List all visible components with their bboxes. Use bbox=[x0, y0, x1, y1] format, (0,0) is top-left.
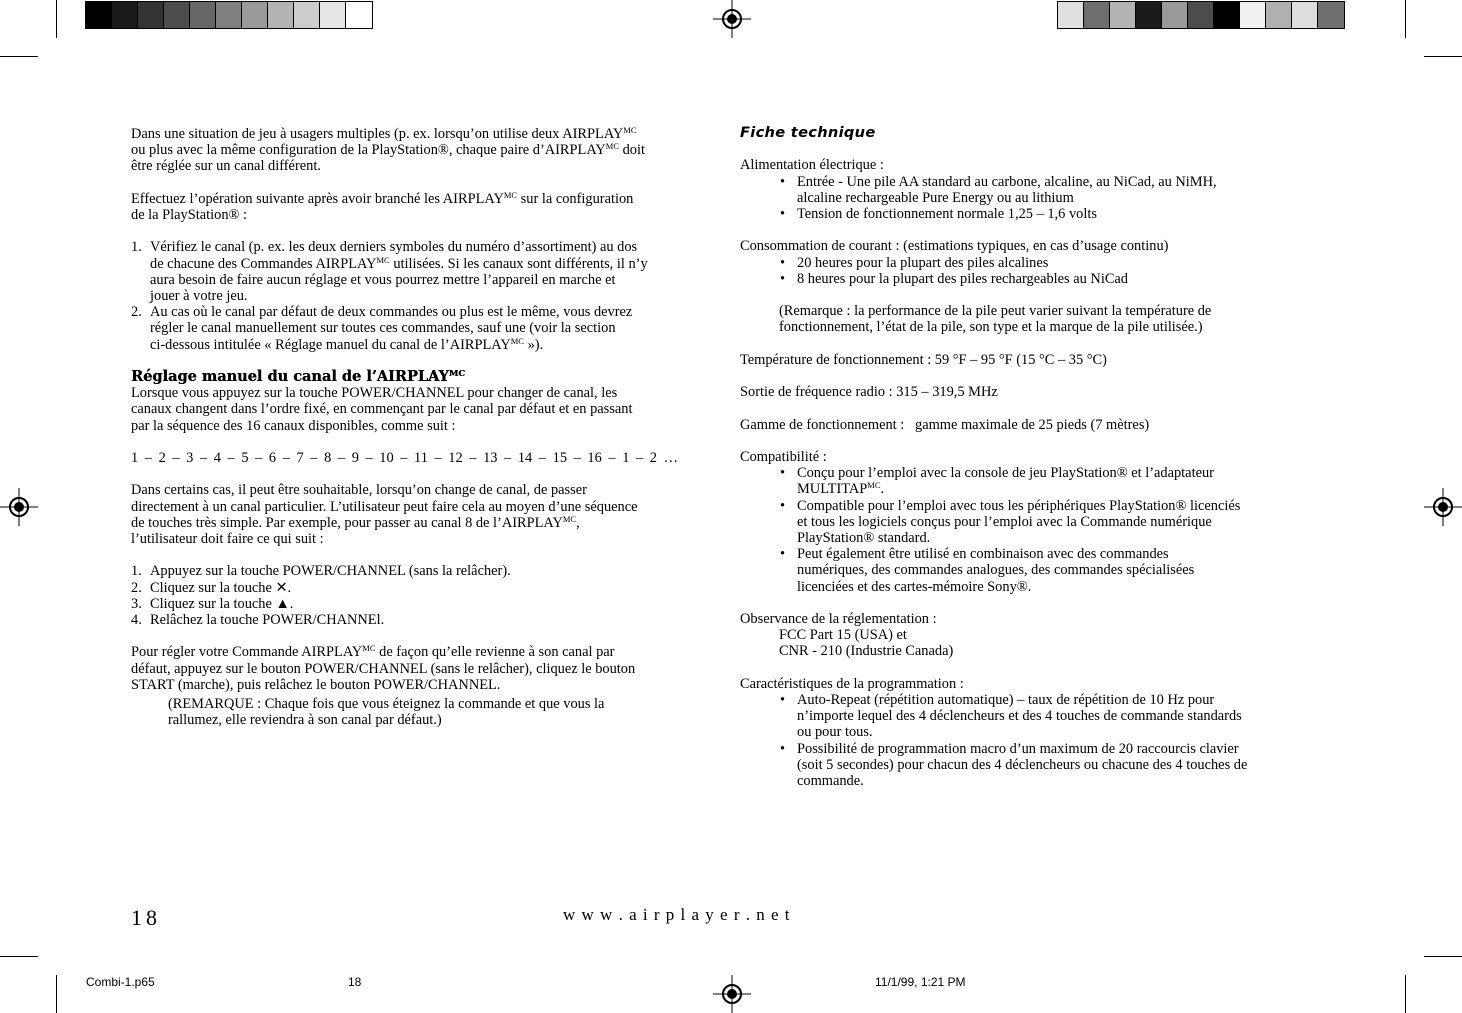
list-item: • 20 heures pour la plupart des piles alcalines bbox=[780, 254, 1049, 271]
color-swatch bbox=[1318, 2, 1344, 28]
programming-label: Caractéristiques de la programmation : bbox=[740, 675, 964, 692]
color-swatch bbox=[138, 2, 164, 28]
compat-label: Compatibilité : bbox=[740, 448, 827, 465]
website-url: w w w . a i r p l a y e r . n e t bbox=[563, 905, 791, 924]
list-item: • Conçu pour l’emploi avec la console de jeu PlayStation® et l’adaptateur $MULTITAP^{MC}$. bbox=[780, 465, 1214, 498]
color-swatch bbox=[1136, 2, 1162, 28]
registration-target-top-icon bbox=[713, 0, 751, 38]
consumption-note: (Remarque : la performance de la pile peut varier suivant la température de fonctionnement, l’état de la pile, son type et la marque de la pile utilisée.) bbox=[779, 303, 1212, 336]
color-swatch bbox=[1162, 2, 1188, 28]
color-swatch bbox=[1188, 2, 1214, 28]
color-swatch bbox=[164, 2, 190, 28]
registration-target-right-icon bbox=[1424, 488, 1462, 526]
color-swatch bbox=[294, 2, 320, 28]
color-swatch bbox=[216, 2, 242, 28]
regulation-label: Observance de la réglementation : bbox=[740, 610, 937, 627]
list-item: 1. Appuyez sur la touche POWER/CHANNEL (sans la relâcher). bbox=[131, 563, 511, 580]
color-swatch bbox=[242, 2, 268, 28]
list-item: • Tension de fonctionnement normale 1,25 – 1,6 volts bbox=[780, 206, 1097, 222]
intro-paragraph-1: Dans une situation de jeu à usagers multiples (p. ex. lorsqu’on utilise deux $AIRPLAY^{MC}$ ou plus avec la même configuration de la PlayStation®, chaque paire $d’AIRPLAY^{MC}$ doit être réglée sur un canal différent. bbox=[131, 125, 646, 175]
regulation-lines: FCC Part 15 (USA) et CNR - 210 (Industrie Canada) bbox=[779, 627, 954, 660]
temperature-spec: Température de fonctionnement : 59 °F – 95 °F (15 °C – 35 °C) bbox=[740, 351, 1107, 368]
list-item: 2. Cliquez sur la touche ✕. bbox=[131, 579, 292, 596]
power-label: Alimentation électrique : bbox=[740, 157, 884, 174]
color-swatches-left bbox=[85, 1, 373, 29]
manual-paragraph-1: Lorsque vous appuyez sur la touche POWER/CHANNEL pour changer de canal, les canaux changent dans l’ordre fixé, en commençant par le canal par défaut et en passant par la séquence des 16 canaux disponibles, comme suit : bbox=[131, 385, 633, 434]
list-item: 2. Au cas où le canal par défaut de deux commandes ou plus est le même, vous devrez régler le canal manuellement sur toutes ces commandes, sauf une (voir la section ci-dessous intitulée « Réglage manuel du canal de $l’AIRPLAY^{MC}$ »). bbox=[131, 304, 633, 353]
color-swatch bbox=[1084, 2, 1110, 28]
color-swatch bbox=[1058, 2, 1084, 28]
list-item: 3. Cliquez sur la touche ▲. bbox=[131, 595, 294, 612]
reset-paragraph: Pour régler votre Commande $AIRPLAY^{MC}$ de façon qu’elle revienne à son canal par défaut, appuyez sur le bouton POWER/CHANNEL (sans le relâcher), cliquez le bouton START (marche), puis relâchez le bouton POWER/CHANNEL. bbox=[131, 643, 636, 693]
list-item: • Possibilité de programmation macro d’un maximum de 20 raccourcis clavier (soit 5 secondes) pour chacun des 4 déclencheurs ou chacune des 4 touches de commande. bbox=[780, 740, 1248, 789]
color-swatch bbox=[346, 2, 372, 28]
slug-file: Combi-1.p65 bbox=[86, 975, 155, 989]
color-swatch bbox=[1266, 2, 1292, 28]
list-item: • Entrée - Une pile AA standard au carbone, alcaline, au NiCad, au NiMH, alcaline rechargeable Pure Energy ou au lithium bbox=[780, 173, 1217, 206]
color-swatch bbox=[1214, 2, 1240, 28]
right-column bbox=[740, 125, 1340, 789]
color-swatch bbox=[86, 2, 112, 28]
section-heading: Réglage manuel du canal de $l’AIRPLAY^{MC}$ bbox=[131, 368, 465, 385]
list-item: • Auto-Repeat (répétition automatique) – taux de répétition de 10 Hz pour n’importe lequel des 4 déclencheurs et des 4 touches de commande standards ou pour tous. bbox=[780, 691, 1242, 741]
registration-target-left-icon bbox=[0, 488, 38, 526]
list-item: • Peut également être utilisé en combinaison avec des commandes numériques, des commandes analogues, des commandes spécialisées licenciées et des cartes-mémoire Sony®. bbox=[780, 546, 1195, 595]
radio-spec: Sortie de fréquence radio : 315 – 319,5 MHz bbox=[740, 384, 998, 401]
steps-list bbox=[131, 563, 703, 628]
slug-page: 18 bbox=[348, 975, 362, 989]
consumption-label: Consommation de courant : (estimations typiques, en cas d’usage continu) bbox=[740, 238, 1169, 255]
list-item: • Compatible pour l’emploi avec tous les périphériques PlayStation® licenciés et tous les logiciels conçus pour l’emploi avec la Commande numérique PlayStation® standard. bbox=[780, 497, 1241, 546]
color-swatch bbox=[320, 2, 346, 28]
list-item: • 8 heures pour la plupart des piles rechargeables au NiCad bbox=[780, 270, 1129, 287]
registration-target-bottom-icon bbox=[713, 975, 751, 1013]
color-swatches-right bbox=[1057, 1, 1345, 29]
color-swatch bbox=[1110, 2, 1136, 28]
color-swatch bbox=[268, 2, 294, 28]
channel-sequence: 1 – 2 – 3 – 4 – 5 – 6 – 7 – 8 – 9 – 10 – 11 – 12 – 13 – 14 – 15 – 16 – 1 – 2 … bbox=[131, 450, 678, 466]
color-swatch bbox=[1292, 2, 1318, 28]
list-item: 4. Relâchez la touche POWER/CHANNEl. bbox=[131, 612, 385, 628]
intro-paragraph-2: Effectuez l’opération suivante après avoir branché les $AIRPLAY^{MC}$ sur la configuration de la PlayStation® : bbox=[131, 189, 634, 223]
slug-date: 11/1/99, 1:21 PM bbox=[875, 975, 966, 989]
color-swatch bbox=[112, 2, 138, 28]
remarque-note: (REMARQUE : Chaque fois que vous éteignez la commande et que vous la rallumez, elle reviendra à son canal par défaut.) bbox=[168, 696, 605, 729]
color-swatch bbox=[1240, 2, 1266, 28]
left-column bbox=[131, 126, 703, 728]
color-swatch bbox=[190, 2, 216, 28]
page-title: Fiche technique bbox=[740, 124, 876, 141]
page-number: 18 bbox=[131, 905, 161, 930]
manual-paragraph-2: Dans certains cas, il peut être souhaitable, lorsqu’on change de canal, de passer directement à un canal particulier. L’utilisateur peut faire cela au moyen d’une séquence de touches très simple. Par exemple, pour passer au canal 8 de $l’AIRPLAY^{MC}$, l’utilisateur doit faire ce qui suit : bbox=[131, 482, 638, 547]
list-item: 1. Vérifiez le canal (p. ex. les deux derniers symboles du numéro d’assortiment) au dos de chacune des Commandes $AIRPLAY^{MC}$ utilisées. Si les canaux sont différents, il n’y aura besoin de faire aucun réglage et vous pourrez mettre l’appareil en marche et jouer à votre jeu. bbox=[131, 239, 648, 304]
range-spec: Gamme de fonctionnement : gamme maximale de 25 pieds (7 mètres) bbox=[740, 416, 1150, 433]
